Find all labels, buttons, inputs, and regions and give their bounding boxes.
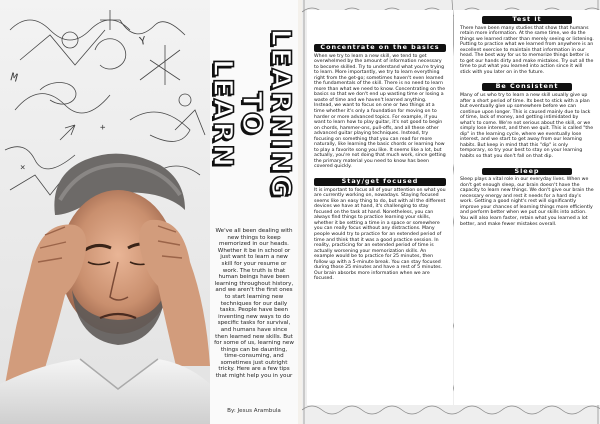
byline: By: Jesus Arambula <box>227 408 281 414</box>
title-line-2: TO <box>236 91 268 137</box>
section-paragraph: When we try to learn a new skill, we tend to get overwhelmed by the amount of information necessary to become skilled. Try to understand what you're trying to learn. More importantly, we try to learn everything right from the get-go; sometimes haven't even learned the fundamentals of the skill. There is no need to learn more than what we need to know. Concentrating on the basics so that we don't end up wasting time or losing a waste of time and we haven't learned anything. Instead, we want to focus on one or two things at a time whether it's only a foundation for moving on to harder or more advanced topics. For example, if you want to learn how to play guitar, it's not good to begin on chords, hammer-ons, pull-offs, and all these other advanced guitar playing techniques. Instead, try focusing on something that you can read for more naturally, like learning the basic chords or learning how to play a favorite song you like. It seems like a lot, but actually, you're not doing that much work, since getting the primary material you need to know has been covered quickly. <box>314 53 446 170</box>
svg-text:M: M <box>9 70 19 85</box>
stressed-man-photo <box>0 0 210 424</box>
right-page <box>302 0 600 424</box>
article-column-right <box>460 16 594 230</box>
svg-text:×: × <box>20 163 26 173</box>
page-title <box>206 0 298 228</box>
title-line-3: LEARN <box>207 59 239 169</box>
article-column-left <box>314 44 446 285</box>
section-heading-focus: Concentrate on the basics <box>314 44 446 52</box>
section-paragraph: Sleep plays a vital role in our everyday lives. When we don't get enough sleep, our brain doesn't have the capacity to learn new things. We don't give our brain the necessary energy and rest it needs for a hard day's work. Getting a good night's rest will significantly improve your chances of learning things more efficiently and perform better when we put our skills into action. You will also learn faster, retain what you learned a lot better, and make fewer mistakes overall. <box>460 177 594 227</box>
svg-text:Y: Y <box>138 34 148 48</box>
section-paragraph: It is important to focus all of your attention on what you are currently working on, nowadays. Staying focused seems like an easy thing to do, but with all the different devices we have at hand, it's challenging to stay focused on the task at hand. Nonetheless, you can always find things to practice learning your skills, whether it be setting a time in a space or somewhere you can really focus without any distractions. Many people would try to practice for an extended period of time and think that it was a good practice session. In reality, practicing for an extended period of time is actually worsening your memorization skills. An example would be to practice for 25 minutes, then follow up with a 5-minute break. You can stay focused during those 25 minutes and have a rest of 5 minutes. Our brain absorbs more information when we are focused. <box>314 187 446 282</box>
section-heading-test: Test it <box>482 16 572 24</box>
svg-text:+: + <box>100 123 106 133</box>
intro-text: We've all been dealing with new things to keep memorized in our heads. Whether it be in school or just want to learn a new skill for your resume or work. The truth is that human beings have been learning throughout history, and we aren't the first ones to start learning new techniques for our daily tasks. People have been inventing new ways to do specific tasks for survival, and humans have since then learned new skills. But for some of us, learning new things can be daunting, time-consuming, and sometimes just outright tricky. Here are a few tips that might help you in your <box>214 228 294 380</box>
title-line-1: LEARNING <box>265 28 297 200</box>
section-paragraph: There have been many studies that show that humans retain more information. At the same time, we do the things we learned rather than merely seeing or listening. Putting to practice what we learned from anywhere is an excellent exercise to maintain that information in our head. The best way for us to memorize things better is to get our hands dirty and make mistakes. Try out all the time to put what you learned into action since it will stick with you later on in the future. <box>460 25 594 75</box>
title-column <box>206 0 298 228</box>
section-heading-focused: Stay/get focused <box>314 178 446 186</box>
section-heading-consistent: Be Consistent <box>482 83 572 91</box>
section-heading-sleep: Sleep <box>482 168 572 176</box>
section-paragraph: Many of us who try to learn a new skill usually give up after a short period of time. Its best to stick with a plan but eventually give up somewhere before we can continue upon longer. This is caused mainly due to lack of time, lack of money, and getting intimidated by what's to come. We're not serious about the skill, or we simply lose interest, and then we quit. This is called "the dip" in the learning cycle, where we eventually lose interest, and we start to get away from our learning habits. But keep in mind that this "dip" is only temporary, so try your best to stay on your learning habits so that you don't fall on that dip. <box>460 93 594 160</box>
left-page <box>0 0 298 424</box>
